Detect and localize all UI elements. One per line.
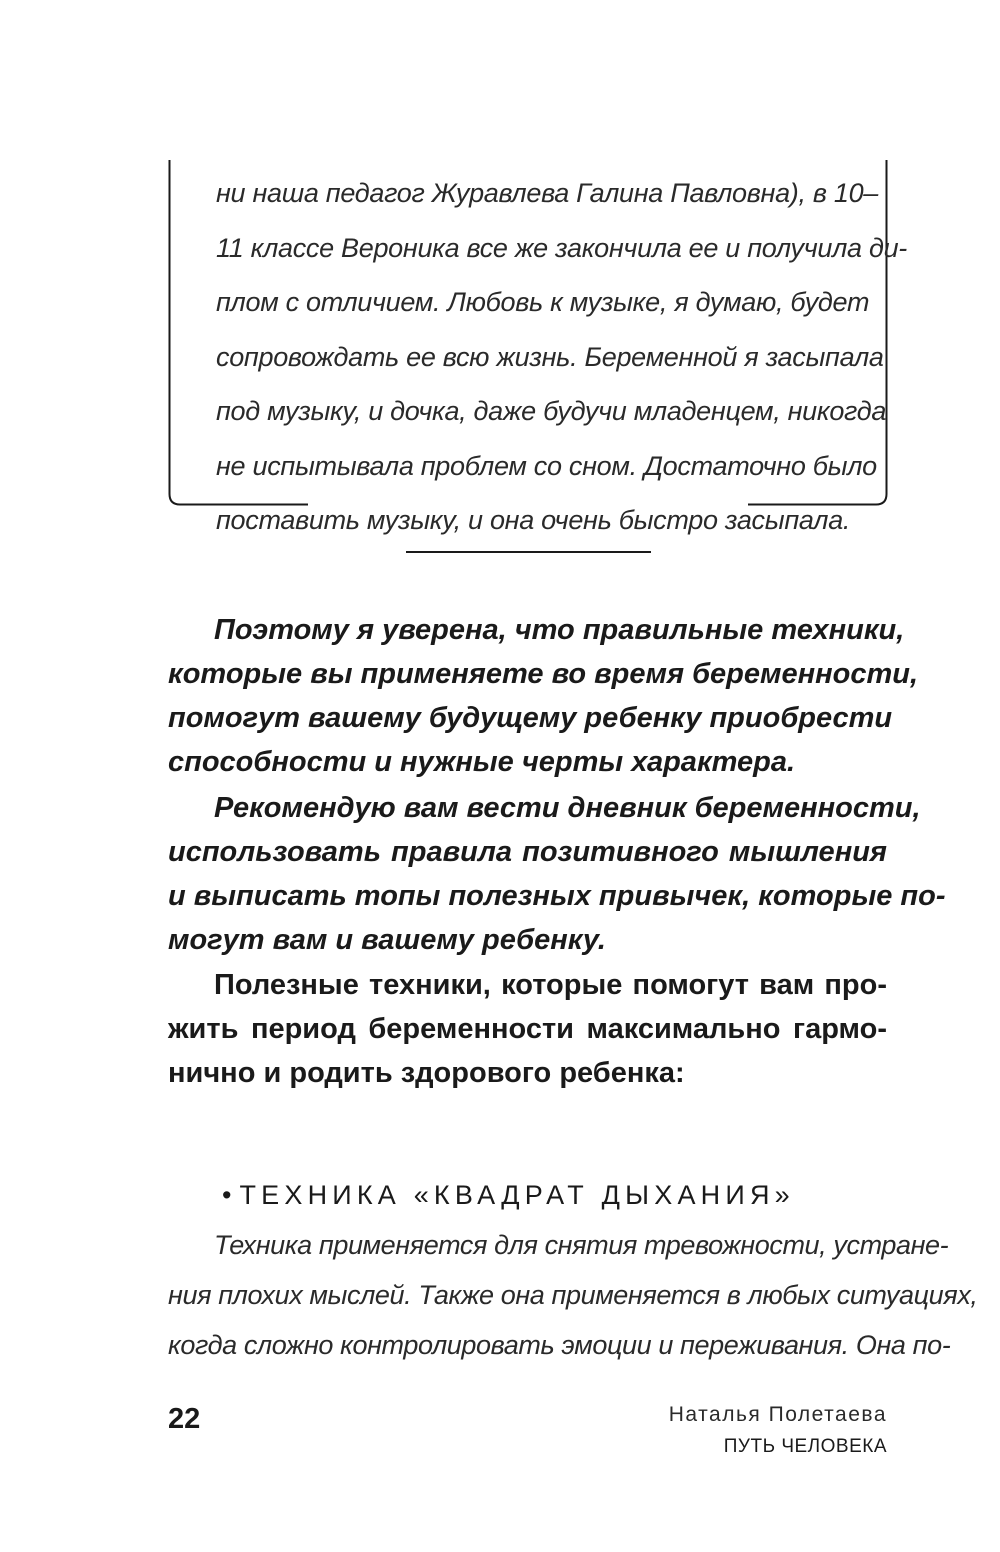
section-line: ния плохих мыслей. Также она применяется в любых ситуациях, bbox=[168, 1280, 978, 1310]
paragraph-line: могут вам и вашему ребенку. bbox=[168, 924, 606, 956]
quote-line: не испытывала проблем со сном. Достаточно было bbox=[216, 450, 877, 481]
quote-text bbox=[216, 166, 907, 548]
section-divider bbox=[406, 551, 651, 553]
paragraph-bold-italic-1 bbox=[168, 608, 919, 784]
paragraph-line: нично и родить здорового ребенка: bbox=[168, 1057, 685, 1089]
section-body bbox=[168, 1220, 978, 1370]
section-heading bbox=[222, 1180, 862, 1211]
paragraph-line: которые вы применяете во время беременности, bbox=[168, 658, 919, 690]
quote-box bbox=[168, 160, 907, 535]
paragraph-line: способности и нужные черты характера. bbox=[168, 746, 796, 778]
paragraph-line: Рекомендую вам вести дневник беременности, bbox=[214, 792, 921, 824]
footer-book-title: ПУТЬ ЧЕЛОВЕКА bbox=[723, 1436, 887, 1457]
footer-author: Наталья Полетаева bbox=[668, 1403, 887, 1426]
quote-line: сопровождать ее всю жизнь. Беременной я засыпала bbox=[216, 341, 884, 372]
paragraph-line: Поэтому я уверена, что правильные техники, bbox=[214, 614, 905, 646]
paragraph-bold-3 bbox=[168, 963, 887, 1095]
paragraph-bold-italic-2 bbox=[168, 786, 946, 962]
quote-line: ни наша педагог Журавлева Галина Павловна), в 10– bbox=[216, 178, 879, 208]
quote-line: 11 классе Вероника все же закончила ее и получила ди- bbox=[216, 232, 907, 263]
quote-line: под музыку, и дочка, даже будучи младенцем, никогда bbox=[216, 396, 887, 426]
paragraph-line: помогут вашему будущему ребенку приобрести bbox=[168, 702, 893, 734]
paragraph-line: и выписать топы полезных привычек, которые по- bbox=[168, 880, 946, 912]
section-line: когда сложно контролировать эмоции и переживания. Она по- bbox=[168, 1330, 951, 1360]
section-line: Техника применяется для снятия тревожности, устране- bbox=[214, 1230, 949, 1260]
paragraph-line: жить период беременности максимально гармо- bbox=[168, 1013, 887, 1045]
paragraph-line: Полезные техники, которые помогут вам про- bbox=[214, 969, 887, 1001]
quote-line: поставить музыку, и она очень быстро засыпала. bbox=[216, 505, 851, 535]
page-number: 22 bbox=[168, 1403, 201, 1435]
quote-line: плом с отличием. Любовь к музыке, я думаю, будет bbox=[216, 287, 870, 317]
bullet-icon: • bbox=[222, 1180, 232, 1210]
section-heading-text: ТЕХНИКА «КВАДРАТ ДЫХАНИЯ» bbox=[239, 1180, 795, 1210]
paragraph-line: использовать правила позитивного мышления bbox=[168, 836, 887, 868]
